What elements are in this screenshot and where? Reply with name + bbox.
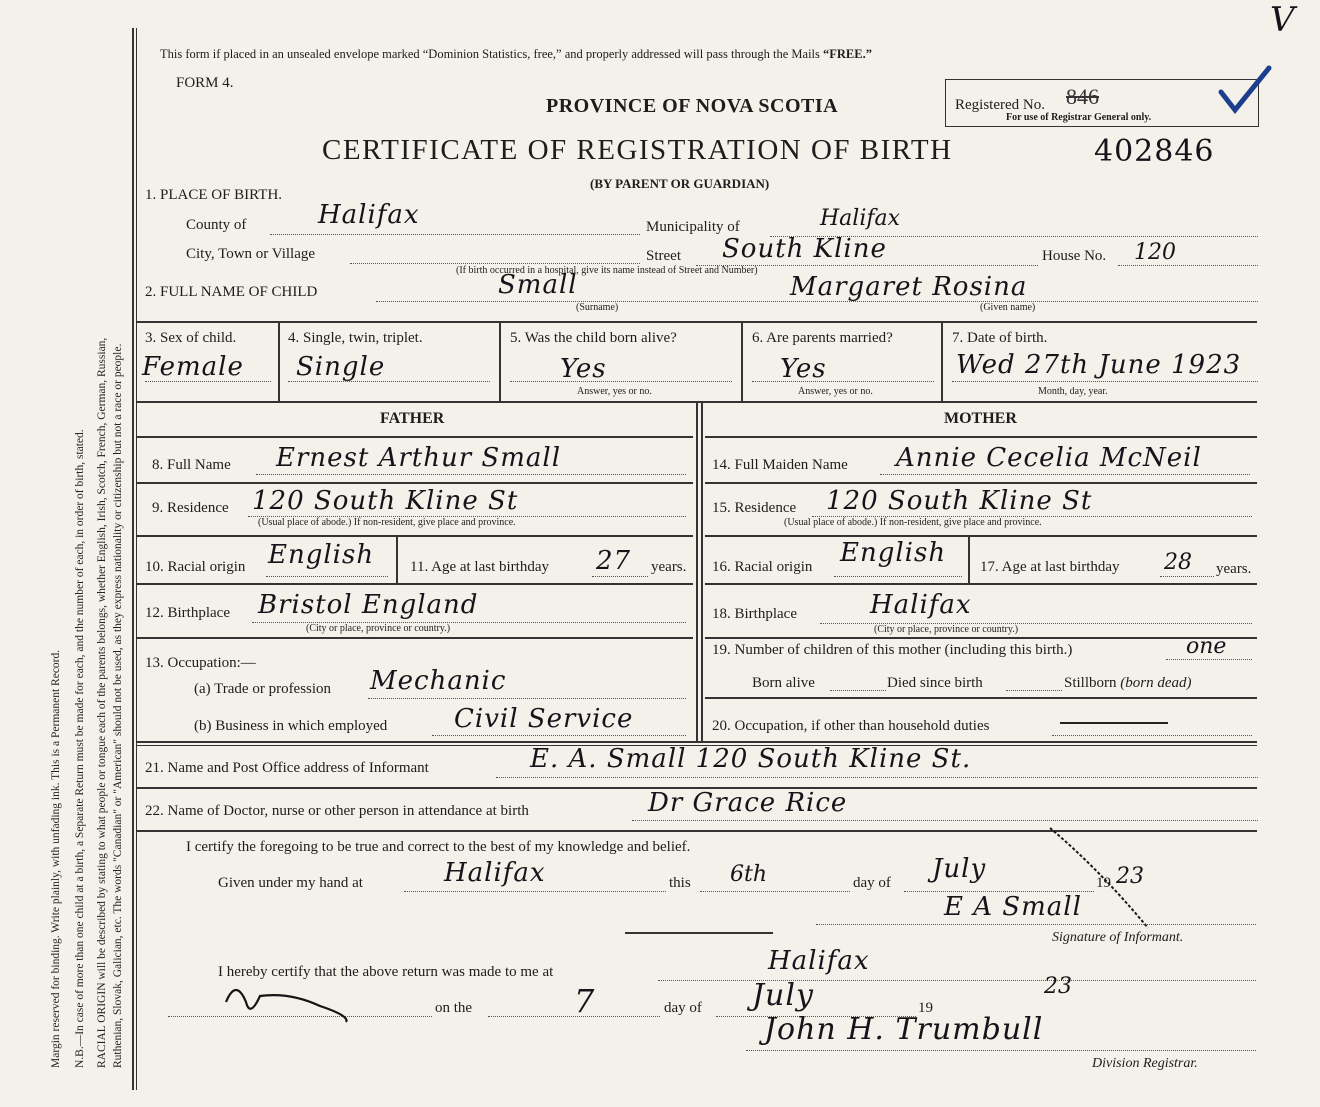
- registrar-on-the-label: on the: [435, 1000, 473, 1016]
- registrar-year-value: 23: [1044, 974, 1072, 999]
- born-alive-label: 5. Was the child born alive?: [510, 330, 677, 346]
- registered-number-box: [945, 79, 1259, 127]
- margin-note-multiple-births: N.B.—In case of more than one child at a birth, a Separate Return must be made for each, and the number of each, in order of birth, stated.: [74, 429, 86, 1068]
- doctor-label: 22. Name of Doctor, nurse or other person in attendance at birth: [145, 803, 529, 819]
- mother-birthplace-note: (City or place, province or country.): [874, 624, 1019, 635]
- given-under-label: Given under my hand at: [218, 875, 363, 891]
- margin-rule-inner: [136, 28, 137, 1090]
- father-residence-label: 9. Residence: [152, 500, 229, 516]
- corner-mark: V: [1270, 0, 1296, 40]
- mother-birthplace-value: Halifax: [870, 590, 972, 620]
- registrar-place-value: Halifax: [768, 946, 870, 976]
- pen-stroke-icon: [1040, 820, 1160, 940]
- father-occupation-label: 13. Occupation:—: [145, 655, 256, 671]
- mother-residence-value: 120 South Kline St: [826, 486, 1093, 516]
- died-since-birth-label: Died since birth: [887, 675, 983, 691]
- father-birthplace-label: 12. Birthplace: [145, 605, 230, 621]
- place-of-birth-heading: 1. PLACE OF BIRTH.: [145, 187, 283, 203]
- margin-note-racial-origin: RACIAL ORIGIN will be described by stating to what people or tongue each of the parents belongs, whether English, Irish, Scotch, French, German, Russian,: [96, 337, 108, 1068]
- sex-value: Female: [142, 352, 244, 382]
- registrar-note: For use of Registrar General only.: [1006, 112, 1152, 123]
- mother-name-label: 14. Full Maiden Name: [712, 457, 848, 473]
- father-heading: FATHER: [380, 410, 445, 427]
- father-age-value: 27: [596, 546, 632, 576]
- mother-name-value: Annie Cecelia McNeil: [896, 443, 1202, 473]
- born-alive-value: Yes: [560, 354, 607, 384]
- certify-day-value: 6th: [730, 862, 768, 887]
- certify-place-value: Halifax: [444, 858, 546, 888]
- plurality-value: Single: [296, 352, 386, 382]
- born-alive-note: Answer, yes or no.: [577, 386, 652, 397]
- registrar-signature: John H. Trumbull: [764, 1012, 1044, 1047]
- city-label: City, Town or Village: [186, 246, 316, 262]
- street-value: South Kline: [722, 234, 887, 264]
- certificate-number: 402846: [1094, 134, 1215, 169]
- certify-month-value: July: [932, 854, 987, 884]
- father-birthplace-value: Bristol England: [258, 590, 479, 620]
- mother-residence-label: 15. Residence: [712, 500, 797, 516]
- child-surname: Small: [498, 270, 578, 300]
- checkmark-icon: [1215, 62, 1275, 118]
- parents-married-note: Answer, yes or no.: [798, 386, 873, 397]
- father-business-label: (b) Business in which employed: [194, 718, 388, 734]
- registered-value: 846: [1066, 84, 1099, 109]
- informant-label: 21. Name and Post Office address of Informant: [145, 760, 429, 776]
- father-race-label: 10. Racial origin: [145, 559, 246, 575]
- registrar-year-prefix: 19: [918, 1000, 933, 1016]
- province-heading: PROVINCE OF NOVA SCOTIA: [546, 95, 839, 117]
- certificate-title: CERTIFICATE OF REGISTRATION OF BIRTH: [322, 134, 953, 166]
- surname-note: (Surname): [576, 302, 619, 313]
- mother-occupation-dash: [1060, 722, 1168, 724]
- mother-occupation-label: 20. Occupation, if other than household duties: [712, 718, 990, 734]
- house-number-label: House No.: [1042, 248, 1107, 264]
- born-alive-count-label: Born alive: [752, 675, 815, 691]
- certify-year-prefix: 19: [1096, 875, 1111, 891]
- section-divider: [625, 932, 773, 934]
- certify-year-value: 23: [1116, 864, 1144, 889]
- father-race-value: English: [268, 540, 375, 570]
- mother-race-label: 16. Racial origin: [712, 559, 813, 575]
- father-trade-value: Mechanic: [370, 666, 507, 696]
- mother-birthplace-label: 18. Birthplace: [712, 606, 797, 622]
- informant-value: E. A. Small 120 South Kline St.: [530, 744, 972, 774]
- stillborn-note: (born dead): [1120, 675, 1192, 691]
- mother-age-value: 28: [1164, 550, 1192, 575]
- mother-children-label: 19. Number of children of this mother (including this birth.): [712, 642, 1073, 658]
- registrar-day-value: 7: [574, 982, 596, 1020]
- registrar-day-of-label: day of: [664, 1000, 702, 1016]
- child-given-name: Margaret Rosina: [790, 272, 1028, 302]
- father-birthplace-note: (City or place, province or country.): [306, 623, 451, 634]
- margin-note-binding: Margin reserved for binding. Write plainly, with unfading ink. This is a Permanent Record.: [50, 649, 62, 1068]
- sex-label: 3. Sex of child.: [145, 330, 237, 346]
- stillborn-label: Stillborn (born dead): [1064, 675, 1192, 691]
- date-of-birth-label: 7. Date of birth.: [952, 330, 1048, 346]
- registrar-signature-label: Division Registrar.: [1092, 1056, 1198, 1071]
- father-trade-label: (a) Trade or profession: [194, 681, 332, 697]
- given-name-note: (Given name): [980, 302, 1036, 313]
- informant-signature: E A Small: [944, 892, 1082, 922]
- county-label: County of: [186, 217, 247, 233]
- child-name-label: 2. FULL NAME OF CHILD: [145, 284, 318, 300]
- mother-abode-note: (Usual place of abode.) If non-resident, give place and province.: [784, 517, 1042, 528]
- binding-margin: [0, 0, 135, 1107]
- father-name-value: Ernest Arthur Small: [276, 443, 562, 473]
- father-name-label: 8. Full Name: [152, 457, 231, 473]
- mother-age-unit: years.: [1216, 561, 1252, 577]
- municipality-label: Municipality of: [646, 219, 740, 235]
- date-of-birth-note: Month, day, year.: [1038, 386, 1108, 397]
- house-number-value: 120: [1134, 240, 1176, 265]
- street-label: Street: [646, 248, 681, 264]
- mother-heading: MOTHER: [944, 410, 1017, 427]
- registrar-scribble-icon: [220, 972, 360, 1032]
- mother-children-value: one: [1186, 634, 1227, 659]
- registrar-statement: I hereby certify that the above return was made to me at: [218, 964, 554, 980]
- parents-married-label: 6. Are parents married?: [752, 330, 893, 346]
- hospital-note: (If birth occurred in a hospital, give its name instead of Street and Number): [456, 265, 758, 276]
- mother-age-label: 17. Age at last birthday: [980, 559, 1120, 575]
- municipality-value: Halifax: [820, 206, 901, 231]
- father-abode-note: (Usual place of abode.) If non-resident, give place and province.: [258, 517, 516, 528]
- form-number: FORM 4.: [176, 75, 234, 91]
- registrar-month-value: July: [752, 978, 814, 1013]
- mother-race-value: English: [840, 538, 947, 568]
- informant-signature-label: Signature of Informant.: [1052, 930, 1184, 945]
- county-value: Halifax: [318, 200, 420, 230]
- father-business-value: Civil Service: [454, 704, 634, 734]
- father-age-label: 11. Age at last birthday: [410, 559, 549, 575]
- mail-notice: This form if placed in an unsealed envelope marked “Dominion Statistics, free,” and properly addressed will pass through the Mails “FREE.”: [160, 47, 872, 61]
- father-residence-value: 120 South Kline St: [252, 486, 519, 516]
- margin-rule: [132, 28, 134, 1090]
- certify-statement: I certify the foregoing to be true and correct to the best of my knowledge and belief.: [186, 839, 691, 855]
- registered-label: Registered No.: [955, 97, 1045, 113]
- certificate-subtitle: (BY PARENT OR GUARDIAN): [590, 176, 770, 191]
- parents-married-value: Yes: [780, 354, 827, 384]
- doctor-value: Dr Grace Rice: [648, 788, 848, 818]
- certify-day-of-label: day of: [853, 875, 891, 891]
- this-label: this: [669, 875, 691, 891]
- date-of-birth-value: Wed 27th June 1923: [956, 350, 1242, 380]
- father-age-unit: years.: [651, 559, 687, 575]
- plurality-label: 4. Single, twin, triplet.: [288, 330, 423, 346]
- margin-note-nationality: Ruthenian, Slovak, Galician, etc. The words "Canadian" or "American" should not be used, as they express nationality or citizenship but not a race or people.: [112, 343, 124, 1068]
